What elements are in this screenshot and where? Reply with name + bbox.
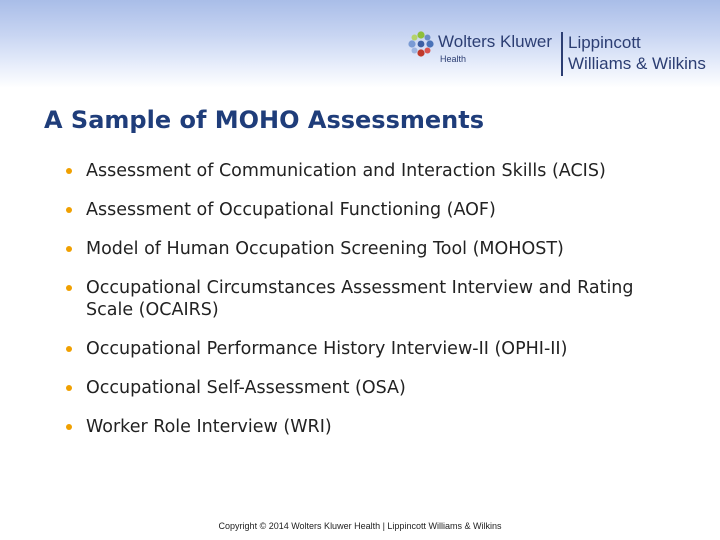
bullet-dot-icon xyxy=(66,424,72,430)
bullet-dot-icon xyxy=(66,285,72,291)
logo-secondary-line2: Williams & Wilkins xyxy=(568,54,706,73)
logo-divider xyxy=(561,32,563,76)
bullet-item xyxy=(64,238,684,260)
bullet-text: Occupational Performance History Interview-II (OPHI-II) xyxy=(86,339,568,359)
wolters-kluwer-logo-icon xyxy=(408,31,434,57)
bullet-text: Occupational Self-Assessment (OSA) xyxy=(86,378,406,398)
bullet-item xyxy=(64,377,684,399)
bullet-item xyxy=(64,416,684,438)
bullet-item xyxy=(64,160,684,182)
copyright-footer: Copyright © 2014 Wolters Kluwer Health | Lippincott Williams & Wilkins xyxy=(218,521,502,531)
bullet-text: Assessment of Occupational Functioning (AOF) xyxy=(86,200,496,220)
logo-sub-text: Health xyxy=(440,54,467,64)
bullet-text: Worker Role Interview (WRI) xyxy=(86,417,332,437)
bullet-item xyxy=(64,277,684,321)
publisher-logo xyxy=(408,28,716,78)
bullet-dot-icon xyxy=(66,168,72,174)
logo-primary-text: Wolters Kluwer xyxy=(438,32,552,51)
bullet-list xyxy=(64,160,684,455)
bullet-text: Occupational Circumstances Assessment Interview and Rating Scale (OCAIRS) xyxy=(86,278,634,320)
bullet-dot-icon xyxy=(66,385,72,391)
slide-title: A Sample of MOHO Assessments xyxy=(44,106,484,134)
bullet-text: Assessment of Communication and Interaction Skills (ACIS) xyxy=(86,161,606,181)
bullet-dot-icon xyxy=(66,346,72,352)
bullet-dot-icon xyxy=(66,207,72,213)
bullet-item xyxy=(64,338,684,360)
bullet-dot-icon xyxy=(66,246,72,252)
bullet-item xyxy=(64,199,684,221)
bullet-text: Model of Human Occupation Screening Tool (MOHOST) xyxy=(86,239,564,259)
logo-secondary-line1: Lippincott xyxy=(568,33,641,52)
